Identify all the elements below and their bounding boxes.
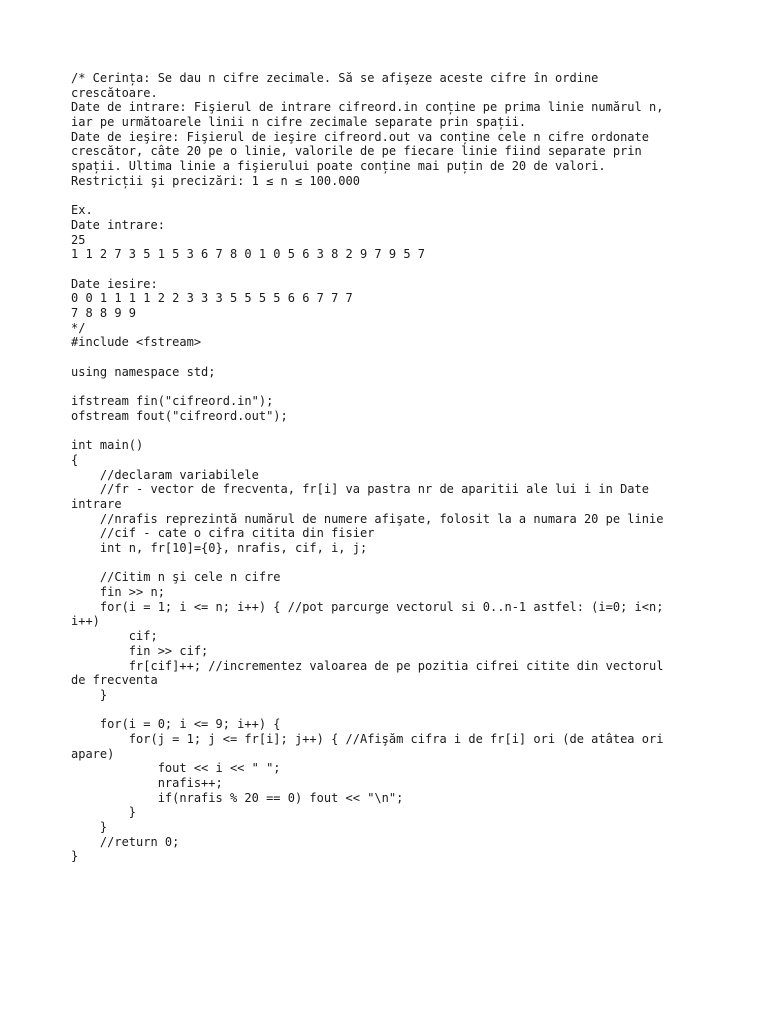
- code-line: i++): [71, 614, 100, 629]
- code-line: ifstream fin("cifreord.in");: [71, 394, 274, 409]
- code-line: }: [71, 687, 108, 702]
- code-line: if(nrafis % 20 == 0) fout << "\n";: [71, 790, 404, 805]
- code-line: #include <fstream>: [71, 335, 202, 350]
- code-line: fr[cif]++; //incrementez valoarea de pe pozitia cifrei citite din vectorul: [71, 658, 664, 673]
- code-line: de frecventa: [71, 673, 158, 688]
- comment-line: Ex.: [71, 203, 93, 218]
- comment-line: spații. Ultima linie a fişierului poate conține mai puțin de 20 de valori.: [71, 159, 606, 174]
- blank-line: [71, 379, 701, 394]
- comment-line: Date intrare:: [71, 217, 165, 232]
- comment-line: 1 1 2 7 3 5 1 5 3 6 7 8 0 1 0 5 6 3 8 2 9 7 9 5 7: [71, 247, 426, 262]
- blank-line: [71, 703, 701, 718]
- comment-line: /* Cerința: Se dau n cifre zecimale. Să se afişeze aceste cifre în ordine: [71, 71, 599, 85]
- comment-line: crescătoare.: [71, 85, 158, 100]
- code-line: //declaram variabilele: [71, 467, 259, 482]
- code-line: apare): [71, 746, 115, 761]
- code-line: for(i = 0; i <= 9; i++) {: [71, 717, 281, 732]
- code-line: {: [71, 452, 79, 467]
- code-line: //fr - vector de frecventa, fr[i] va pastra nr de aparitii ale lui i in Date: [71, 482, 649, 497]
- blank-line: [71, 189, 701, 204]
- code-line: }: [71, 849, 79, 864]
- comment-line: Date iesire:: [71, 276, 158, 291]
- comment-line: 0 0 1 1 1 1 2 2 3 3 3 5 5 5 5 6 6 7 7 7: [71, 291, 353, 306]
- code-line: //cif - cate o cifra citita din fisier: [71, 526, 375, 541]
- code-line: for(j = 1; j <= fr[i]; j++) { //Afişăm cifra i de fr[i] ori (de atâtea ori: [71, 731, 664, 746]
- comment-line: iar pe următoarele linii n cifre zecimale separate prin spații.: [71, 115, 527, 130]
- code-line: intrare: [71, 496, 122, 511]
- comment-line: 7 8 8 9 9: [71, 306, 137, 320]
- comment-line: 25: [71, 232, 86, 247]
- code-line: fin >> cif;: [71, 643, 209, 658]
- code-line: int main(): [71, 438, 144, 453]
- document-page: [71, 71, 701, 864]
- comment-line: */: [71, 320, 86, 335]
- code-line: }: [71, 820, 108, 835]
- blank-line: [71, 556, 701, 571]
- code-line: //return 0;: [71, 834, 180, 849]
- blank-line: [71, 424, 701, 439]
- code-line: //nrafis reprezintă numărul de numere afişate, folosit la a numara 20 pe linie: [71, 511, 664, 526]
- blank-line: [71, 350, 701, 365]
- code-line: nrafis++;: [71, 776, 223, 790]
- comment-line: Date de ieşire: Fişierul de ieşire cifreord.out va conține cele n cifre ordonate: [71, 129, 649, 144]
- code-line: ofstream fout("cifreord.out");: [71, 408, 288, 423]
- blank-line: [71, 262, 701, 277]
- code-line: }: [71, 805, 137, 820]
- comment-line: Restricții şi precizări: 1 ≤ n ≤ 100.000: [71, 173, 360, 188]
- code-line: fout << i << " ";: [71, 761, 281, 776]
- code-line: fin >> n;: [71, 585, 165, 600]
- comment-line: crescător, câte 20 pe o linie, valorile de pe fiecare linie fiind separate prin: [71, 144, 642, 159]
- code-line: int n, fr[10]={0}, nrafis, cif, i, j;: [71, 541, 368, 555]
- code-line: cif;: [71, 629, 158, 644]
- code-line: using namespace std;: [71, 364, 216, 379]
- code-line: //Citim n şi cele n cifre: [71, 570, 281, 585]
- code-line: for(i = 1; i <= n; i++) { //pot parcurge vectorul si 0..n-1 astfel: (i=0; i<n;: [71, 599, 664, 614]
- comment-line: Date de intrare: Fişierul de intrare cifreord.in conține pe prima linie numărul n,: [71, 100, 664, 115]
